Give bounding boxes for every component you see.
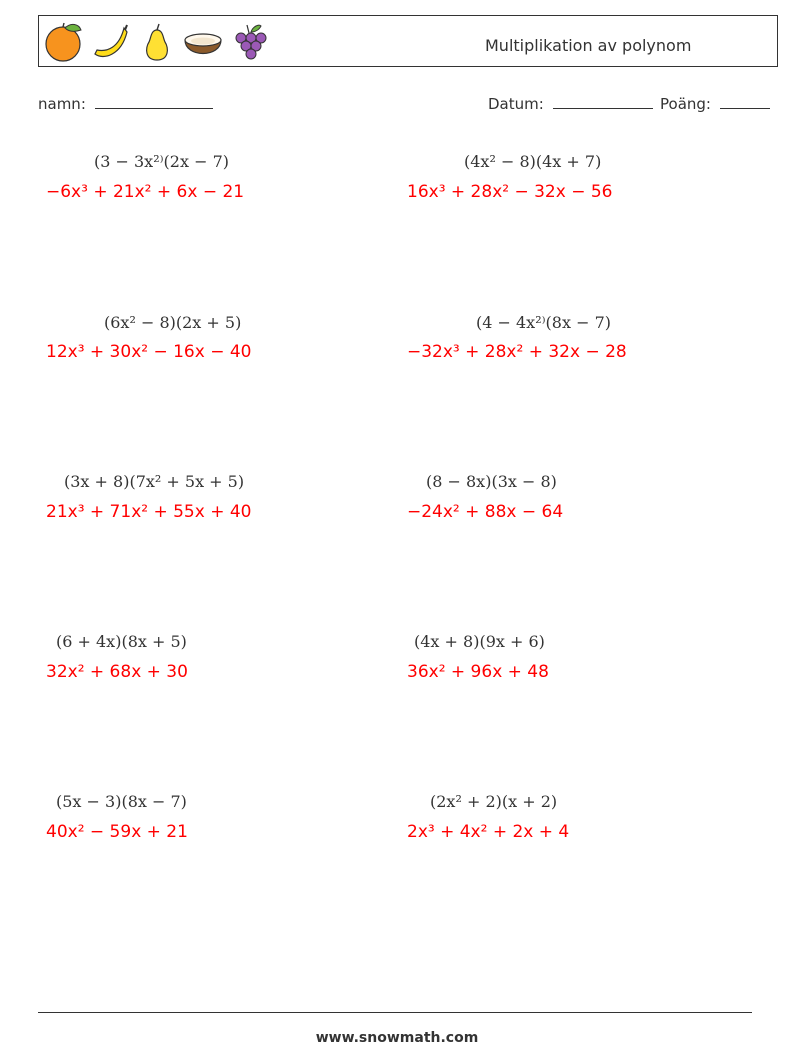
problem-5-answer: 21x³ + 71x² + 55x + 40 <box>46 502 252 522</box>
problem-3-question: (6x² − 8)(2x + 5) <box>104 313 242 332</box>
problem-2-question: (4x² − 8)(4x + 7) <box>464 152 602 171</box>
problem-4-question: (4 − 4x²⁾(8x − 7) <box>476 313 611 332</box>
problem-10-question: (2x² + 2)(x + 2) <box>430 792 558 811</box>
score-label: Poäng: <box>660 95 711 113</box>
problem-7-answer: 32x² + 68x + 30 <box>46 662 188 682</box>
problem-6-question: (8 − 8x)(3x − 8) <box>426 472 557 491</box>
date-label: Datum: <box>488 95 544 113</box>
score-field <box>660 94 770 113</box>
problem-1-question: (3 − 3x²⁾(2x − 7) <box>94 152 229 171</box>
problem-6-answer: −24x² + 88x − 64 <box>407 502 564 522</box>
problem-9-answer: 40x² − 59x + 21 <box>46 822 188 842</box>
score-blank[interactable] <box>720 94 770 109</box>
header-box <box>38 15 778 67</box>
coconut-icon <box>181 20 225 64</box>
problem-9-question: (5x − 3)(8x − 7) <box>56 792 187 811</box>
fruit-icons <box>43 20 271 64</box>
problem-5-question: (3x + 8)(7x² + 5x + 5) <box>64 472 245 491</box>
orange-icon <box>43 20 87 64</box>
page-title: Multiplikation av polynom <box>485 36 692 55</box>
problem-10-answer: 2x³ + 4x² + 2x + 4 <box>407 822 570 842</box>
pear-icon <box>135 20 179 64</box>
problem-7-question: (6 + 4x)(8x + 5) <box>56 632 187 651</box>
problem-8-answer: 36x² + 96x + 48 <box>407 662 549 682</box>
problem-4-answer: −32x³ + 28x² + 32x − 28 <box>407 342 627 362</box>
name-label: namn: <box>38 95 86 113</box>
date-blank[interactable] <box>553 94 653 109</box>
grapes-icon <box>227 20 271 64</box>
name-blank[interactable] <box>95 94 213 109</box>
date-field <box>488 94 653 113</box>
problem-8-question: (4x + 8)(9x + 6) <box>414 632 545 651</box>
name-field <box>38 94 213 113</box>
footer-url[interactable]: www.snowmath.com <box>315 1030 479 1046</box>
problem-2-answer: 16x³ + 28x² − 32x − 56 <box>407 182 613 202</box>
banana-icon <box>89 20 133 64</box>
footer-divider <box>38 1012 752 1013</box>
problem-1-answer: −6x³ + 21x² + 6x − 21 <box>46 182 245 202</box>
problem-3-answer: 12x³ + 30x² − 16x − 40 <box>46 342 252 362</box>
